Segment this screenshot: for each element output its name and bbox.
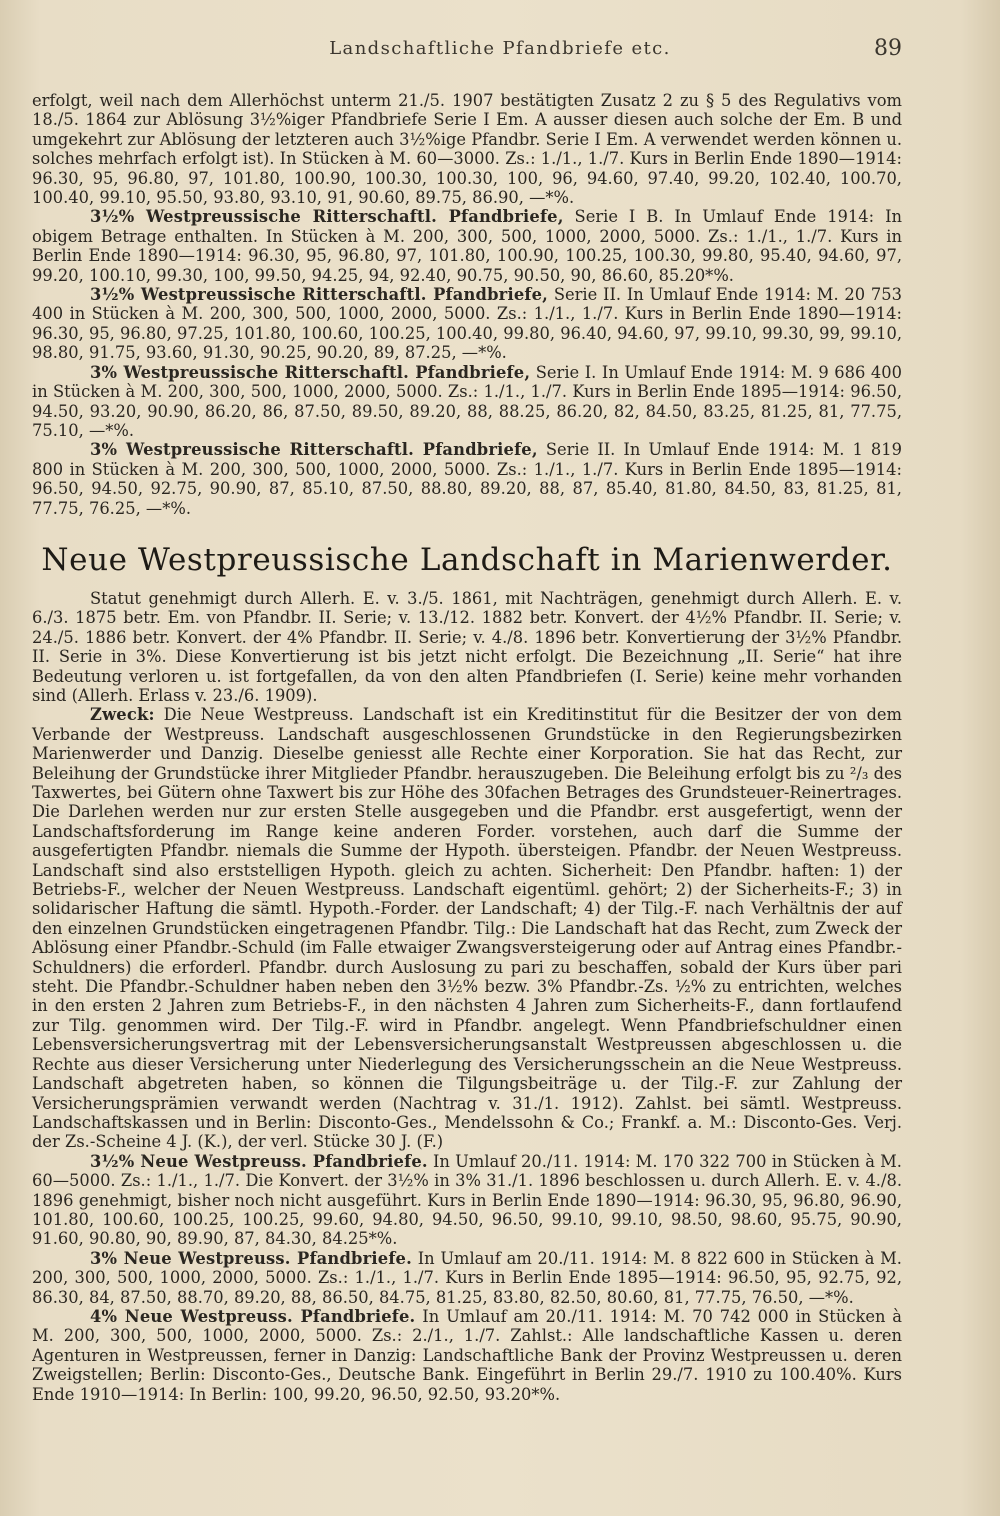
- bond-entry: [32, 207, 902, 285]
- bond-text: Serie I. In Umlauf Ende 1914: M. 9 686 400 in Stücken à M. 200, 300, 500, 1000, 2000, 5000. Zs.: 1./1., 1./7. Kurs in Berlin Ende 1895—1914: 96.50, 94.50, 93.20, 90.90, 86.20, 86, 87.50, 89.50, 89.20, 88, 88.25, 86.20, 82, 84.50, 83.25, 81.25, 81, 77.75, 75.10, —*%.: [32, 362, 903, 440]
- statut-paragraph: Statut genehmigt durch Allerh. E. v. 3./5. 1861, mit Nachträgen, genehmigt durch Allerh. E. v. 6./3. 1875 betr. Em. von Pfandbr. II. Serie; v. 13./12. 1882 betr. Konvert. der 4½% Pfandbr. II. Serie; v. 24./5. 1886 betr. Konvert. der 4% Pfandbr. II. Serie; v. 4./8. 1896 betr. Konvertierung der 3½% Pfandbr. II. Serie in 3%. Diese Konvertierung ist bis jetzt nicht erfolgt. Die Bezeichnung „II. Serie“ hat ihre Bedeutung verloren u. ist fortgefallen, da von den alten Pfandbriefen (I. Serie) keine mehr vorhanden sind (Allerh. Erlass v. 23./6. 1909).: [32, 588, 902, 705]
- zweck-paragraph: [32, 705, 902, 1151]
- bond-title: 3½% Westpreussische Ritterschaftl. Pfandbriefe,: [90, 285, 549, 305]
- bond-text: Serie II. In Umlauf Ende 1914: M. 20 753 400 in Stücken à M. 200, 300, 500, 1000, 2000, 5000. Zs.: 1./1., 1./7. Kurs in Berlin Ende 1890—1914: 96.30, 95, 96.80, 97.25, 101.80, 100.60, 100.25, 100.40, 99.80, 96.40, 94.60, 97, 99.10, 99.30, 99, 99.10, 98.80, 91.75, 93.60, 91.30, 90.25, 90.20, 89, 87.25, —*%.: [32, 285, 902, 363]
- bond-title: 3% Neue Westpreuss. Pfandbriefe.: [90, 1248, 412, 1268]
- bond-text: Serie II. In Umlauf Ende 1914: M. 1 819 800 in Stücken à M. 200, 300, 500, 1000, 2000, 5000. Zs.: 1./1., 1./7. Kurs in Berlin Ende 1895—1914: 96.50, 94.50, 92.75, 90.90, 87, 85.10, 87.50, 88.80, 89.20, 88, 87, 85.40, 81.80, 84.50, 83, 81.25, 81, 77.75, 76.25, —*%.: [32, 440, 902, 518]
- bond-title: 3% Westpreussische Ritterschaftl. Pfandbriefe,: [90, 362, 531, 382]
- bond-text: In Umlauf 20./11. 1914: M. 170 322 700 in Stücken à M. 60—5000. Zs.: 1./1., 1./7. Die Konvert. der 3½% in 3% 31./1. 1896 beschlossen u. durch Allerh. E. v. 4./8. 1896 genehmigt, bisher noch nicht ausgeführt. Kurs in Berlin Ende 1890—1914: 96.30, 95, 96.80, 96.90, 101.80, 100.60, 100.25, 100.25, 99.60, 94.80, 94.50, 96.50, 99.10, 99.10, 98.50, 98.60, 95.75, 90.90, 91.60, 90.80, 90, 89.90, 87, 84.30, 84.25*%.: [32, 1151, 902, 1249]
- bond-title: 4% Neue Westpreuss. Pfandbriefe.: [90, 1306, 416, 1326]
- zweck-text: Die Neue Westpreuss. Landschaft ist ein Kreditinstitut für die Besitzer der von dem Verbande der Westpreuss. Landschaft ausgeschlossenen Grundstücke in den Regierungsbezirken Marienwerder und Danzig. Dieselbe geniesst alle Rechte einer Korporation. Sie hat das Recht, zur Beleihung der Grundstücke ihrer Mitglieder Pfandbr. herauszugeben. Die Beleihung erfolgt bis zu ²/₃ des Taxwertes, bei Gütern ohne Taxwert bis zur Höhe des 30fachen Betrages des Grundsteuer-Reinertrages. Die Darlehen werden nur zur ersten Stelle ausgegeben und die Pfandbr. erst ausgefertigt, wenn der Landschaftsforderung im Range keine anderen Forder. vorstehen, auch darf die Summe der ausgefertigten Pfandbr. niemals die Summe der Hypoth. übersteigen. Pfandbr. der Neuen Westpreuss. Landschaft sind also erststelligen Hypoth. gleich zu achten. Sicherheit: Den Pfandbr. haften: 1) der Betriebs-F., welcher der Neuen Westpreuss. Landschaft eigentüml. gehört; 2) der Sicherheits-F.; 3) in solidarischer Haftung die sämtl. Hypoth.-Forder. der Landschaft; 4) der Tilg.-F. nach Verhältnis der auf den einzelnen Grundstücken eingetragenen Pfandbr. Tilg.: Die Landschaft hat das Recht, zum Zweck der Ablösung einer Pfandbr.-Schuld (im Falle etwaiger Zwangsversteigerung oder auf Antrag eines Pfandbr.-Schuldners) die erforderl. Pfandbr. durch Auslosung zu pari zu beschaffen, sobald der Kurs über pari steht. Die Pfandbr.-Schuldner haben neben den 3½% bezw. 3% Pfandbr.-Zs. ½% zu entrichten, welches in den ersten 2 Jahren zum Betriebs-F., in den nächsten 4 Jahren zum Sicherheits-F., dann fortlaufend zur Tilg. genommen wird. Der Tilg.-F. wird in Pfandbr. angelegt. Wenn Pfandbriefschuldner einen Lebensversicherungsvertrag mit der Lebensversicherungsanstalt Westpreussen abgeschlossen u. die Rechte aus dieser Versicherung unter Niederlegung des Versicherungsschein an die Neue Westpreuss. Landschaft abgetreten haben, so können die Tilgungsbeiträge u. der Tilg.-F. zur Zahlung der Versicherungsprämien verwandt werden (Nachtrag v. 31./1. 1912). Zahlst. bei sämtl. Westpreuss. Landschaftskassen und in Berlin: Disconto-Ges., Mendelssohn & Co.; Frankf. a. M.: Disconto-Ges. Verj. der Zs.-Scheine 4 J. (K.), der verl. Stücke 30 J. (F.): [32, 705, 902, 1152]
- continued-paragraph: erfolgt, weil nach dem Allerhöchst unterm 21./5. 1907 bestätigten Zusatz 2 zu § 5 des Regulativs vom 18./5. 1864 zur Ablösung 3½%iger Pfandbriefe Serie I Em. A ausser diesen auch solche der Em. B und umgekehrt zur Ablösung der letzteren auch 3½%ige Pfandbr. Serie I Em. A verwendet werden können u. solches mehrfach erfolgt ist). In Stücken à M. 60—3000. Zs.: 1./1., 1./7. Kurs in Berlin Ende 1890—1914: 96.30, 95, 96.80, 97, 101.80, 100.90, 100.30, 100.30, 100, 96, 94.60, 97.40, 99.20, 102.40, 100.70, 100.40, 99.10, 95.50, 93.80, 93.10, 91, 90.60, 89.75, 86.90, —*%.: [32, 91, 902, 208]
- running-title: Landschaftliche Pfandbriefe etc.: [329, 38, 671, 59]
- bond-entry: [32, 440, 902, 518]
- bond-text: In Umlauf am 20./11. 1914: M. 8 822 600 in Stücken à M. 200, 300, 500, 1000, 2000, 5000. Zs.: 1./1., 1./7. Kurs in Berlin Ende 1895—1914: 96.50, 95, 92.75, 92, 86.30, 84, 87.50, 88.70, 89.20, 88, 86.50, 84.75, 81.25, 83.80, 82.50, 80.60, 81, 77.75, 76.50, —*%.: [32, 1248, 902, 1307]
- bond-entry: [32, 1152, 902, 1249]
- bond-title: 3½% Neue Westpreuss. Pfandbriefe.: [90, 1151, 428, 1171]
- section-heading: Neue Westpreussische Landschaft in Marienwerder.: [41, 541, 893, 578]
- bond-text: In Umlauf am 20./11. 1914: M. 70 742 000 in Stücken à M. 200, 300, 500, 1000, 2000, 5000. Zs.: 2./1., 1./7. Zahlst.: Alle landschaftliche Kassen u. deren Agenturen in Westpreussen, ferner in Danzig: Landschaftliche Bank der Provinz Westpreussen u. deren Zweigstellen; Berlin: Disconto-Ges., Deutsche Bank. Eingeführt in Berlin 29./7. 1910 zu 100.40%. Kurs Ende 1910—1914: In Berlin: 100, 99.20, 96.50, 92.50, 93.20*%.: [32, 1306, 903, 1404]
- running-head: [0, 38, 1000, 68]
- bond-text: Serie I B. In Umlauf Ende 1914: In obigem Betrage enthalten. In Stücken à M. 200, 300, 500, 1000, 2000, 5000. Zs.: 1./1., 1./7. Kurs in Berlin Ende 1890—1914: 96.30, 95, 96.80, 97, 101.80, 100.90, 100.25, 100.30, 99.80, 95.40, 94.60, 97, 99.20, 100.10, 99.30, 100, 99.50, 94.25, 94, 92.40, 90.75, 90.50, 90, 86.60, 85.20*%.: [32, 207, 902, 285]
- bond-entry: [32, 285, 902, 363]
- bond-entry: [32, 363, 902, 441]
- bond-title: 3% Westpreussische Ritterschaftl. Pfandbriefe,: [90, 440, 538, 460]
- page-body: [32, 91, 902, 1404]
- bond-title: 3½% Westpreussische Ritterschaftl. Pfandbriefe,: [90, 207, 564, 227]
- zweck-label: Zweck:: [90, 705, 155, 725]
- bond-entry: [32, 1307, 902, 1404]
- bond-entry: [32, 1249, 902, 1307]
- page-number: 89: [874, 36, 902, 61]
